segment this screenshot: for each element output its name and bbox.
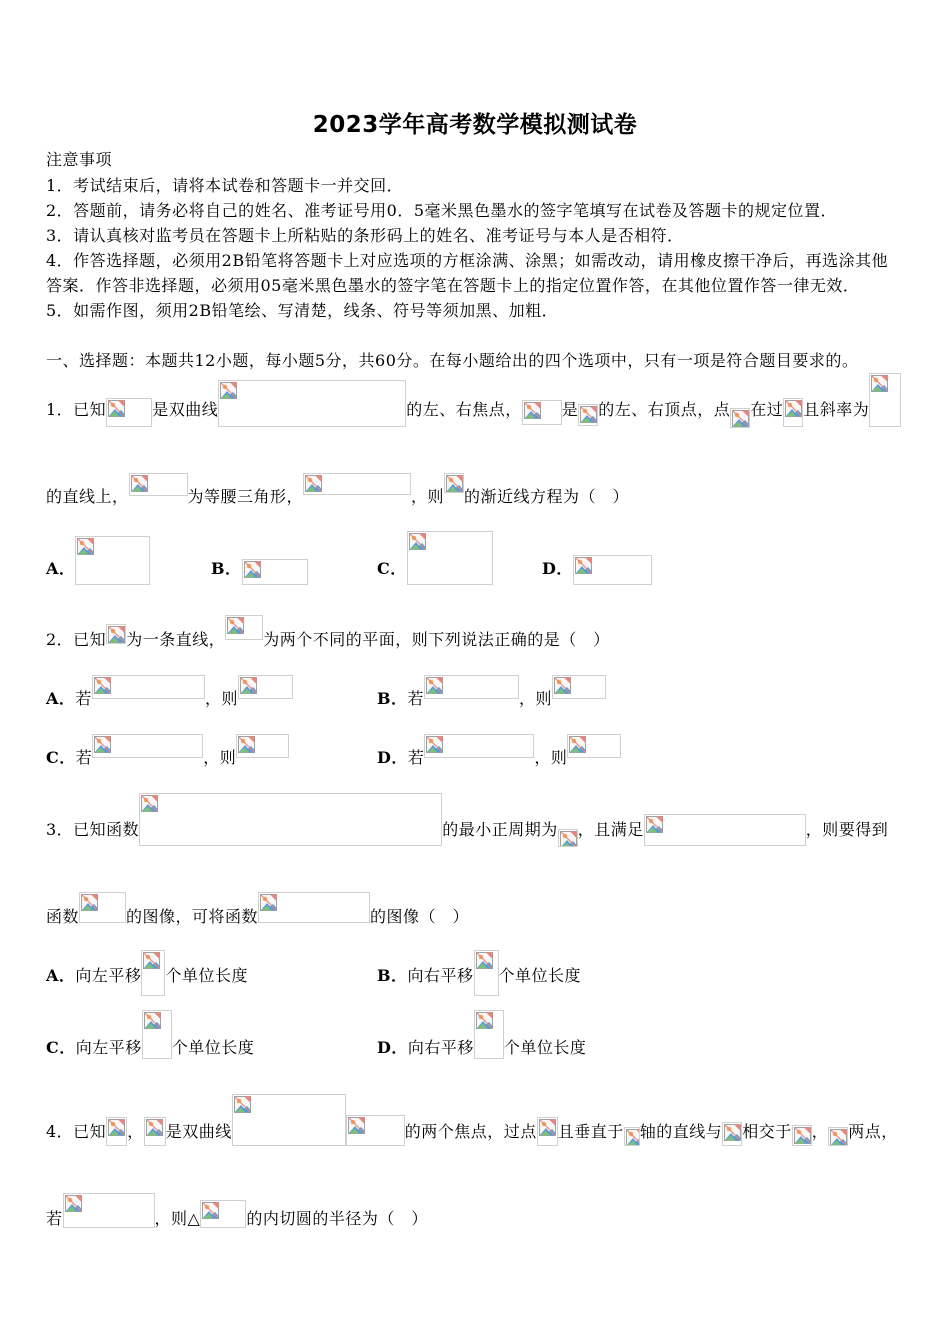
question-text: 是: [561, 400, 579, 419]
broken-image-icon: [625, 1128, 640, 1146]
option-label: C．: [46, 1038, 76, 1057]
formula-image: [828, 1127, 848, 1146]
formula-image: [92, 734, 203, 758]
formula-image: [139, 793, 442, 846]
question-4-line-2: [46, 1149, 428, 1229]
option-text: 个单位长度: [171, 1038, 255, 1057]
question-1-line-1: [46, 340, 901, 420]
broken-image-icon: [475, 1011, 495, 1031]
question-text: ，: [127, 1122, 144, 1141]
broken-image-icon: [107, 399, 127, 419]
broken-image-icon: [201, 1201, 221, 1221]
question-text: 函数: [46, 907, 80, 926]
option-label: A．: [46, 966, 76, 985]
question-text: 的图像（ ）: [370, 907, 470, 926]
option-text: 若: [407, 689, 425, 708]
question-text: ，则: [411, 487, 445, 506]
broken-image-icon: [475, 951, 495, 971]
option-text: 个单位长度: [503, 1038, 587, 1057]
question-text: 的两个焦点，过点: [404, 1122, 537, 1141]
question-text: 的左、右焦点，: [406, 400, 522, 419]
broken-image-icon: [568, 735, 588, 755]
broken-image-icon: [237, 735, 257, 755]
broken-image-icon: [143, 1011, 163, 1031]
formula-image: [558, 829, 578, 847]
broken-image-icon: [64, 1194, 84, 1214]
formula-image: [106, 398, 152, 427]
question-text: ，则△: [154, 1209, 201, 1228]
question-text: 2．已知: [46, 630, 107, 649]
formula-image: [567, 734, 621, 758]
formula-image: [142, 1010, 172, 1059]
broken-image-icon: [445, 474, 464, 493]
broken-image-icon: [145, 1118, 165, 1138]
question-3-option-d[interactable]: [377, 978, 586, 1058]
formula-image: [218, 380, 406, 427]
broken-image-icon: [793, 1126, 812, 1146]
option-text: 个单位长度: [165, 966, 248, 985]
option-text: 若: [407, 748, 425, 767]
question-text: 4．已知: [46, 1122, 107, 1141]
question-1-option-b[interactable]: [211, 499, 308, 579]
broken-image-icon: [829, 1128, 848, 1146]
question-text: 的左、右顶点，点: [598, 400, 731, 419]
broken-image-icon: [645, 815, 665, 835]
formula-image: [722, 1122, 742, 1146]
formula-image: [624, 1127, 640, 1146]
option-label: D．: [542, 559, 573, 578]
broken-image-icon: [538, 1118, 558, 1138]
formula-image: [792, 1125, 812, 1146]
question-text: 轴的直线与: [639, 1122, 723, 1141]
option-label: C．: [46, 748, 76, 767]
question-text: ，则要得到: [805, 820, 889, 839]
section-heading: 一、选择题：本题共12小题，每小题5分，共60分。在每小题给出的四个选项中，只有一项是符合题目要求的。: [46, 351, 859, 370]
formula-image: [63, 1193, 155, 1228]
question-text: 1．已知: [46, 400, 107, 419]
page-title: 2023学年高考数学模拟测试卷: [312, 112, 638, 138]
question-2-option-c[interactable]: [46, 688, 289, 768]
broken-image-icon: [579, 405, 598, 425]
broken-image-icon: [731, 409, 750, 428]
formula-image: [129, 473, 188, 496]
notice-line: 4．作答选择题，必须用2B铅笔将答题卡上对应选项的方框涂满、涂黑；如需改动，请用橡皮擦干净后，再选涂其他: [46, 251, 889, 270]
formula-image: [424, 734, 534, 758]
formula-image: [869, 373, 901, 427]
formula-image: [474, 1010, 504, 1059]
question-text: 的渐近线方程为（ ）: [464, 487, 630, 506]
broken-image-icon: [107, 1118, 127, 1138]
notice-line: 3．请认真核对监考员在答题卡上所粘贴的条形码上的姓名、准考证号与本人是否相符．: [46, 226, 684, 245]
formula-image: [200, 1200, 246, 1228]
question-text: 的直线上，: [46, 487, 129, 506]
option-text: ，则: [203, 748, 237, 767]
question-text: 的最小正周期为: [442, 820, 558, 839]
option-label: C．: [377, 559, 407, 578]
question-text: 若: [46, 1209, 63, 1228]
broken-image-icon: [259, 893, 279, 913]
broken-image-icon: [523, 401, 543, 421]
formula-image: [783, 398, 803, 427]
question-3-line-1: [46, 760, 888, 840]
option-text: 向左平移: [75, 966, 142, 985]
broken-image-icon: [140, 794, 160, 814]
broken-image-icon: [304, 474, 324, 494]
option-text: ，则: [534, 748, 568, 767]
option-label: B．: [211, 559, 242, 578]
question-text: 3．已知函数: [46, 820, 140, 839]
question-text: 在过: [750, 400, 784, 419]
question-text: 的图像，可将函数: [126, 907, 259, 926]
formula-image: [522, 400, 562, 425]
broken-image-icon: [723, 1123, 742, 1143]
broken-image-icon: [425, 735, 445, 755]
broken-image-icon: [93, 735, 113, 755]
question-3-option-b[interactable]: [377, 906, 581, 986]
notice-heading: 注意事项: [46, 150, 113, 169]
question-text: 为一条直线，: [126, 630, 226, 649]
question-text: 且斜率为: [803, 400, 870, 419]
option-text: ，则: [519, 689, 553, 708]
option-label: B．: [377, 966, 408, 985]
notice-line: 1．考试结束后，请将本试卷和答题卡一并交回．: [46, 176, 404, 195]
formula-image: [444, 473, 464, 493]
formula-image: [578, 404, 598, 426]
option-label: A．: [46, 689, 76, 708]
formula-image: [144, 1117, 166, 1146]
question-text: 是双曲线: [152, 400, 219, 419]
formula-image: [537, 1117, 558, 1146]
option-text: 个单位长度: [498, 966, 582, 985]
question-text: 相交于: [742, 1122, 792, 1141]
formula-image: [303, 473, 411, 495]
notice-line: 2．答题前，请务必将自己的姓名、准考证号用0．5毫米黑色墨水的签字笔填写在试卷及答题卡的规定位置．: [46, 201, 838, 220]
question-4-line-1: [46, 1062, 898, 1142]
question-text: ，且满足: [577, 820, 644, 839]
option-text: 若: [75, 689, 92, 708]
formula-image: [258, 892, 370, 923]
formula-image: [644, 814, 806, 846]
option-text: 向左平移: [75, 1038, 142, 1057]
question-3-option-c[interactable]: [46, 978, 254, 1058]
formula-image: [106, 1117, 127, 1146]
formula-image: [232, 1094, 346, 1146]
notice-line: 答案．作答非选择题，必须用05毫米黑色墨水的签字笔在答题卡上的指定位置作答，在其他位置作答一律无效．: [46, 276, 860, 295]
formula-image: [236, 734, 289, 758]
broken-image-icon: [130, 474, 150, 494]
broken-image-icon: [76, 537, 96, 557]
option-label: B．: [377, 689, 408, 708]
option-text: 向右平移: [407, 1038, 474, 1057]
question-2-option-d[interactable]: [377, 688, 621, 768]
question-1-option-a[interactable]: [46, 499, 150, 579]
option-label: A．: [46, 559, 76, 578]
question-1-line-2: [46, 427, 629, 507]
broken-image-icon: [870, 374, 890, 394]
question-text: 的内切圆的半径为（ ）: [246, 1209, 428, 1228]
question-text: 为等腰三角形，: [187, 487, 304, 506]
question-3-option-a[interactable]: [46, 906, 248, 986]
option-label: D．: [377, 748, 408, 767]
broken-image-icon: [784, 399, 803, 419]
question-1-option-c[interactable]: [377, 499, 493, 579]
option-label: D．: [377, 1038, 408, 1057]
broken-image-icon: [559, 830, 578, 847]
notice-line: 5．如需作图，须用2B铅笔绘、写清楚，线条、符号等须加黑、加粗．: [46, 301, 559, 320]
option-text: 向右平移: [407, 966, 474, 985]
question-1-option-d[interactable]: [542, 499, 652, 579]
broken-image-icon: [233, 1095, 253, 1115]
question-text: ，: [811, 1122, 829, 1141]
broken-image-icon: [142, 951, 162, 971]
formula-image: [346, 1115, 405, 1146]
broken-image-icon: [408, 532, 428, 552]
question-text: 是双曲线: [165, 1122, 232, 1141]
question-text: 为两个不同的平面，则下列说法正确的是（ ）: [263, 630, 610, 649]
option-text: ，则: [204, 689, 238, 708]
broken-image-icon: [347, 1116, 367, 1136]
option-text: 若: [75, 748, 93, 767]
broken-image-icon: [219, 381, 239, 401]
formula-image: [730, 408, 750, 428]
question-text: 且垂直于: [557, 1122, 624, 1141]
question-text: 两点，: [848, 1122, 898, 1141]
